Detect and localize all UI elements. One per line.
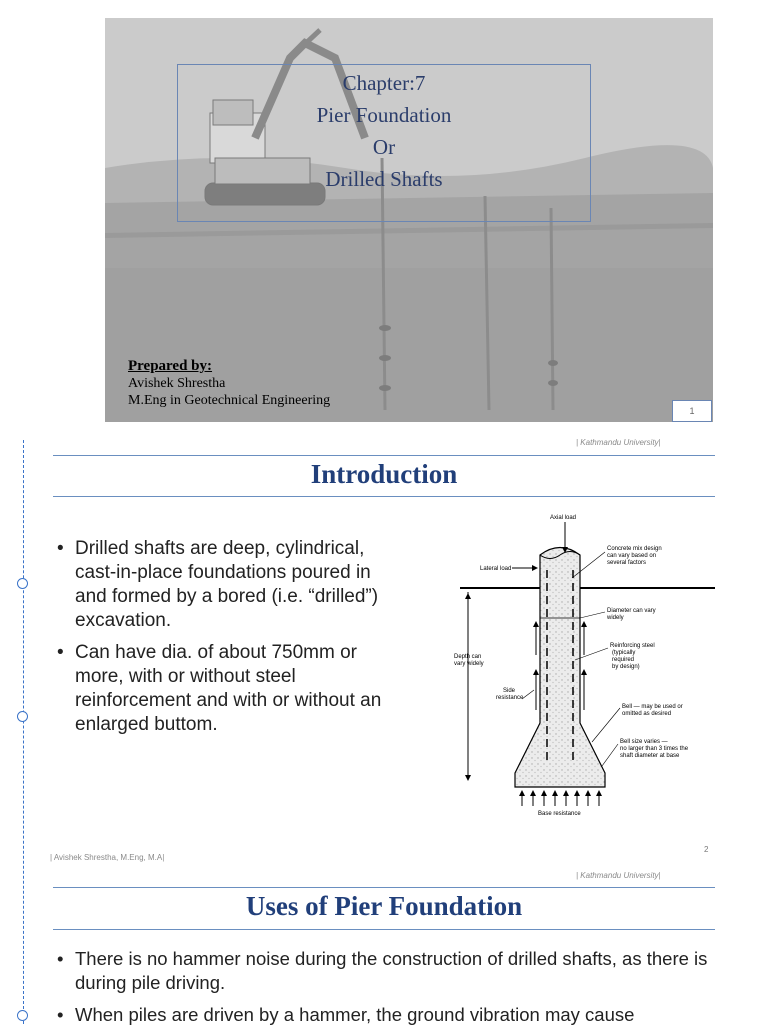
label-depth: Depth can — [454, 654, 482, 660]
slide2-header: | Kathmandu University| — [576, 438, 661, 447]
slide3-title: Uses of Pier Foundation — [245, 891, 523, 921]
top-rule — [53, 887, 715, 888]
bottom-rule — [53, 496, 715, 497]
author-degree: M.Eng in Geotechnical Engineering — [128, 393, 331, 408]
circle-marker — [17, 1010, 28, 1021]
chapter-title-line: Chapter:7 — [342, 71, 426, 95]
label-bell-size: shaft diameter at base — [620, 753, 680, 759]
label-diameter: Diameter can vary — [607, 608, 656, 614]
label-axial-load: Axial load — [550, 515, 577, 521]
chapter-title-line: Or — [372, 135, 396, 159]
slide2-footer: | Avishek Shrestha, M.Eng, M.A| — [50, 853, 165, 862]
label-reinforcing: by design) — [612, 664, 640, 670]
label-bell: Bell — may be used or — [622, 704, 683, 710]
label-base-resistance: Base resistance — [538, 811, 581, 817]
bottom-rule — [53, 929, 715, 930]
slide3-header: | Kathmandu University| — [576, 871, 661, 880]
label-side-resistance: Side — [503, 688, 516, 694]
page-number-2: 2 — [704, 845, 709, 854]
circle-marker — [17, 711, 28, 722]
label-lateral-load: Lateral load — [480, 566, 512, 572]
prepared-by-block — [128, 358, 330, 409]
label-reinforcing: (typically — [612, 650, 636, 656]
label-concrete: Concrete mix design — [607, 546, 662, 552]
label-depth: vary widely — [454, 661, 484, 667]
slide-divider-line — [23, 440, 24, 1024]
label-bell-size: no larger than 3 times the — [620, 746, 689, 752]
bullet-item: • Drilled shafts are deep, cylindrical, cast-in-place foundations poured in and formed by a bored (i.e. “drilled”) excavation. — [57, 537, 407, 633]
page-number-1: 1 — [672, 400, 712, 422]
chapter-title-line: Pier Foundation — [316, 103, 452, 127]
drilled-shaft-diagram — [440, 510, 720, 825]
title-box — [177, 64, 591, 222]
bullet-item: • When piles are driven by a hammer, the ground vibration may cause — [57, 1003, 737, 1027]
label-reinforcing: Reinforcing steel — [610, 643, 655, 649]
bullet-item: • There is no hammer noise during the construction of drilled shafts, as there is during pile driving. — [57, 947, 737, 995]
label-concrete: several factors — [607, 560, 647, 566]
slide3-bullets — [57, 947, 737, 1035]
label-bell: omitted as desired — [622, 711, 672, 717]
label-side-resistance: resistance — [496, 695, 524, 701]
top-rule — [53, 455, 715, 456]
label-reinforcing: required — [612, 657, 635, 663]
slide2-bullets — [57, 537, 407, 745]
bullet-item: • Can have dia. of about 750mm or more, with or without steel reinforcement and with or without an enlarged buttom. — [57, 641, 407, 737]
slide2-title: Introduction — [310, 459, 458, 489]
label-concrete: can vary based on — [607, 553, 657, 559]
author-name: Avishek Shrestha — [128, 376, 226, 391]
label-bell-size: Bell size varies — — [620, 739, 668, 745]
chapter-title-line: Drilled Shafts — [325, 167, 443, 191]
label-diameter: widely — [607, 615, 624, 621]
prepared-by-label: Prepared by: — [128, 358, 213, 374]
title-slide — [105, 18, 713, 422]
circle-marker — [17, 578, 28, 589]
